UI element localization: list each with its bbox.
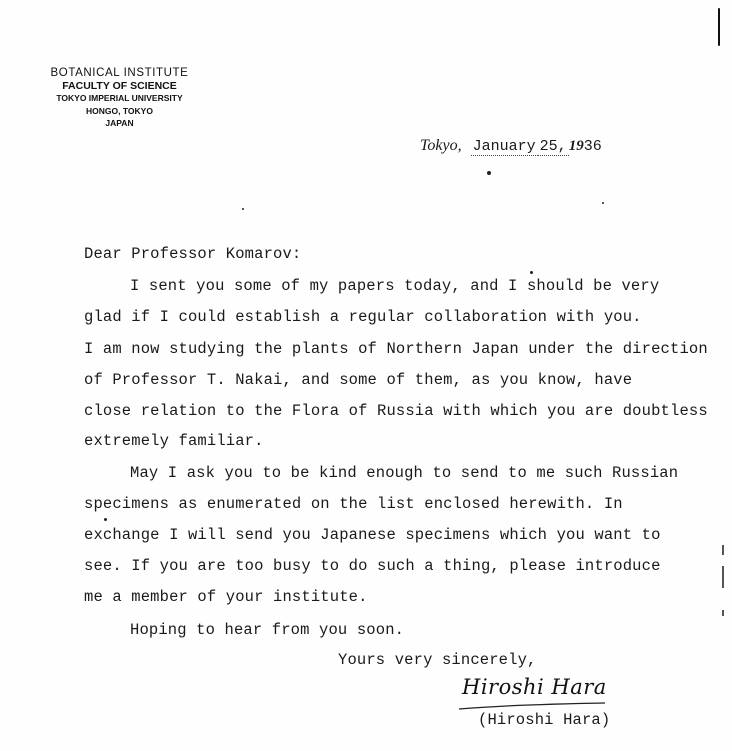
handwritten-signature: Hiroshi Hara (462, 675, 607, 699)
ink-dot (242, 208, 244, 210)
ink-dot (530, 271, 533, 274)
letterhead-faculty: FACULTY OF SCIENCE (62, 79, 177, 92)
scan-mark (722, 545, 724, 555)
scan-mark (722, 566, 724, 588)
letterhead-institute: BOTANICAL INSTITUTE (50, 67, 189, 79)
ink-dot (602, 202, 604, 204)
letterhead-address: HONGO, TOKYO (86, 105, 153, 116)
ink-dot (487, 171, 491, 175)
letter-line: of Professor T. Nakai, and some of them, as you know, have (84, 371, 633, 389)
letter-line: May I ask you to be kind enough to send to me such Russian (130, 464, 679, 482)
letterhead (22, 67, 217, 130)
letter-line: extremely familiar. (84, 432, 264, 450)
dateline (420, 137, 602, 155)
date-year-prefix: 19 (568, 138, 584, 154)
letter-line: specimens as enumerated on the list enclosed herewith. In (84, 495, 623, 513)
date-month: January (472, 138, 536, 155)
margin-mark (718, 8, 720, 46)
typed-name: (Hiroshi Hara) (478, 711, 611, 729)
date-year-suffix: 36 (583, 138, 602, 155)
date-day: 25, (539, 138, 567, 155)
scan-mark (722, 610, 724, 616)
letter-line: see. If you are too busy to do such a thing, please introduce (84, 557, 661, 575)
letterhead-university: TOKYO IMPERIAL UNIVERSITY (56, 93, 183, 103)
letter-line: me a member of your institute. (84, 588, 368, 606)
letter-line: Hoping to hear from you soon. (130, 621, 405, 639)
letterhead-country: JAPAN (105, 118, 134, 128)
date-city: Tokyo, (420, 137, 462, 154)
closing: Yours very sincerely, (338, 651, 537, 669)
signature-underline (455, 700, 615, 714)
letter-line: glad if I could establish a regular collaboration with you. (84, 308, 642, 326)
ink-dot (104, 518, 107, 521)
letter-line: I sent you some of my papers today, and I should be very (130, 277, 660, 295)
letter-line: close relation to the Flora of Russia with which you are doubtless (84, 402, 708, 420)
letter-line: I am now studying the plants of Northern Japan under the direction (84, 340, 708, 358)
salutation: Dear Professor Komarov: (84, 245, 302, 263)
letter-line: exchange I will send you Japanese specimens which you want to (84, 526, 661, 544)
